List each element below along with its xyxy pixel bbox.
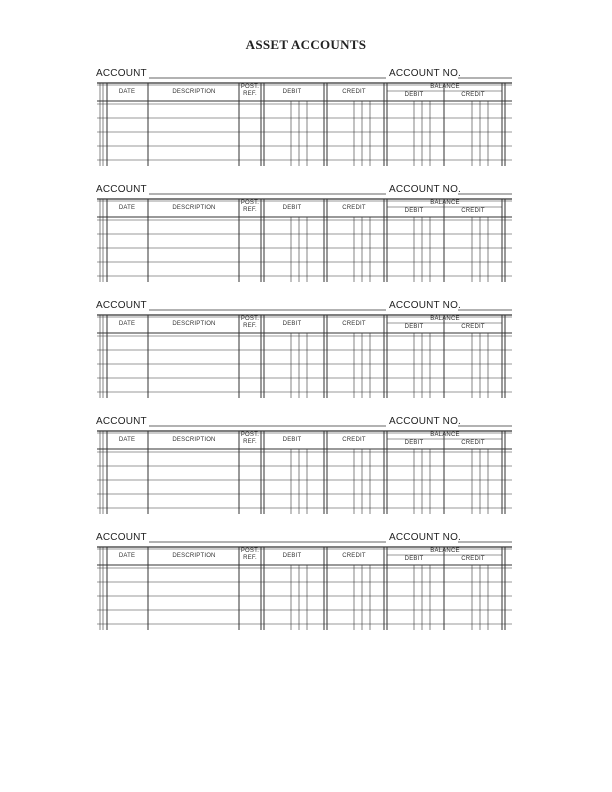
balance-debit-column-header: DEBIT [404, 92, 424, 98]
balance-debit-column-header: DEBIT [404, 208, 424, 214]
balance-column-header: BALANCE [430, 84, 460, 90]
account-label: ACCOUNT [96, 532, 147, 543]
balance-column-header: BALANCE [430, 548, 460, 554]
ledger-form [96, 184, 514, 294]
description-column-header: DESCRIPTION [172, 437, 216, 443]
date-column-header: DATE [118, 321, 136, 327]
post-ref-line2: REF. [243, 323, 257, 329]
ledger-form [96, 68, 514, 178]
debit-column-header: DEBIT [282, 205, 302, 211]
ledger-grid [96, 68, 514, 178]
account-no-label: ACCOUNT NO. [389, 532, 462, 543]
account-no-label: ACCOUNT NO. [389, 300, 462, 311]
post-ref-line1: POST. [240, 84, 260, 90]
balance-debit-column-header: DEBIT [404, 556, 424, 562]
credit-column-header: CREDIT [342, 205, 366, 211]
balance-debit-column-header: DEBIT [404, 324, 424, 330]
date-column-header: DATE [118, 205, 136, 211]
ledger-grid [96, 416, 514, 526]
date-column-header: DATE [118, 89, 136, 95]
balance-debit-column-header: DEBIT [404, 440, 424, 446]
balance-column-header: BALANCE [430, 316, 460, 322]
description-column-header: DESCRIPTION [172, 205, 216, 211]
post-ref-line1: POST. [240, 432, 260, 438]
account-no-label: ACCOUNT NO. [389, 68, 462, 79]
account-no-label: ACCOUNT NO. [389, 184, 462, 195]
date-column-header: DATE [118, 437, 136, 443]
balance-credit-column-header: CREDIT [461, 440, 485, 446]
post-ref-line1: POST. [240, 200, 260, 206]
post-ref-line2: REF. [243, 207, 257, 213]
description-column-header: DESCRIPTION [172, 321, 216, 327]
ledger-grid [96, 300, 514, 410]
post-ref-line2: REF. [243, 91, 257, 97]
description-column-header: DESCRIPTION [172, 553, 216, 559]
account-label: ACCOUNT [96, 184, 147, 195]
balance-credit-column-header: CREDIT [461, 556, 485, 562]
balance-column-header: BALANCE [430, 432, 460, 438]
account-label: ACCOUNT [96, 68, 147, 79]
ledger-form [96, 416, 514, 526]
ledger-form [96, 532, 514, 642]
ledger-grid [96, 532, 514, 642]
credit-column-header: CREDIT [342, 553, 366, 559]
balance-credit-column-header: CREDIT [461, 92, 485, 98]
post-ref-line1: POST. [240, 316, 260, 322]
page-title: ASSET ACCOUNTS [245, 37, 367, 52]
post-ref-line1: POST. [240, 548, 260, 554]
date-column-header: DATE [118, 553, 136, 559]
balance-credit-column-header: CREDIT [461, 324, 485, 330]
balance-credit-column-header: CREDIT [461, 208, 485, 214]
account-no-label: ACCOUNT NO. [389, 416, 462, 427]
credit-column-header: CREDIT [342, 437, 366, 443]
post-ref-line2: REF. [243, 439, 257, 445]
debit-column-header: DEBIT [282, 321, 302, 327]
balance-column-header: BALANCE [430, 200, 460, 206]
debit-column-header: DEBIT [282, 553, 302, 559]
credit-column-header: CREDIT [342, 89, 366, 95]
debit-column-header: DEBIT [282, 89, 302, 95]
ledger-grid [96, 184, 514, 294]
ledger-form [96, 300, 514, 410]
account-label: ACCOUNT [96, 300, 147, 311]
debit-column-header: DEBIT [282, 437, 302, 443]
credit-column-header: CREDIT [342, 321, 366, 327]
post-ref-line2: REF. [243, 555, 257, 561]
account-label: ACCOUNT [96, 416, 147, 427]
description-column-header: DESCRIPTION [172, 89, 216, 95]
